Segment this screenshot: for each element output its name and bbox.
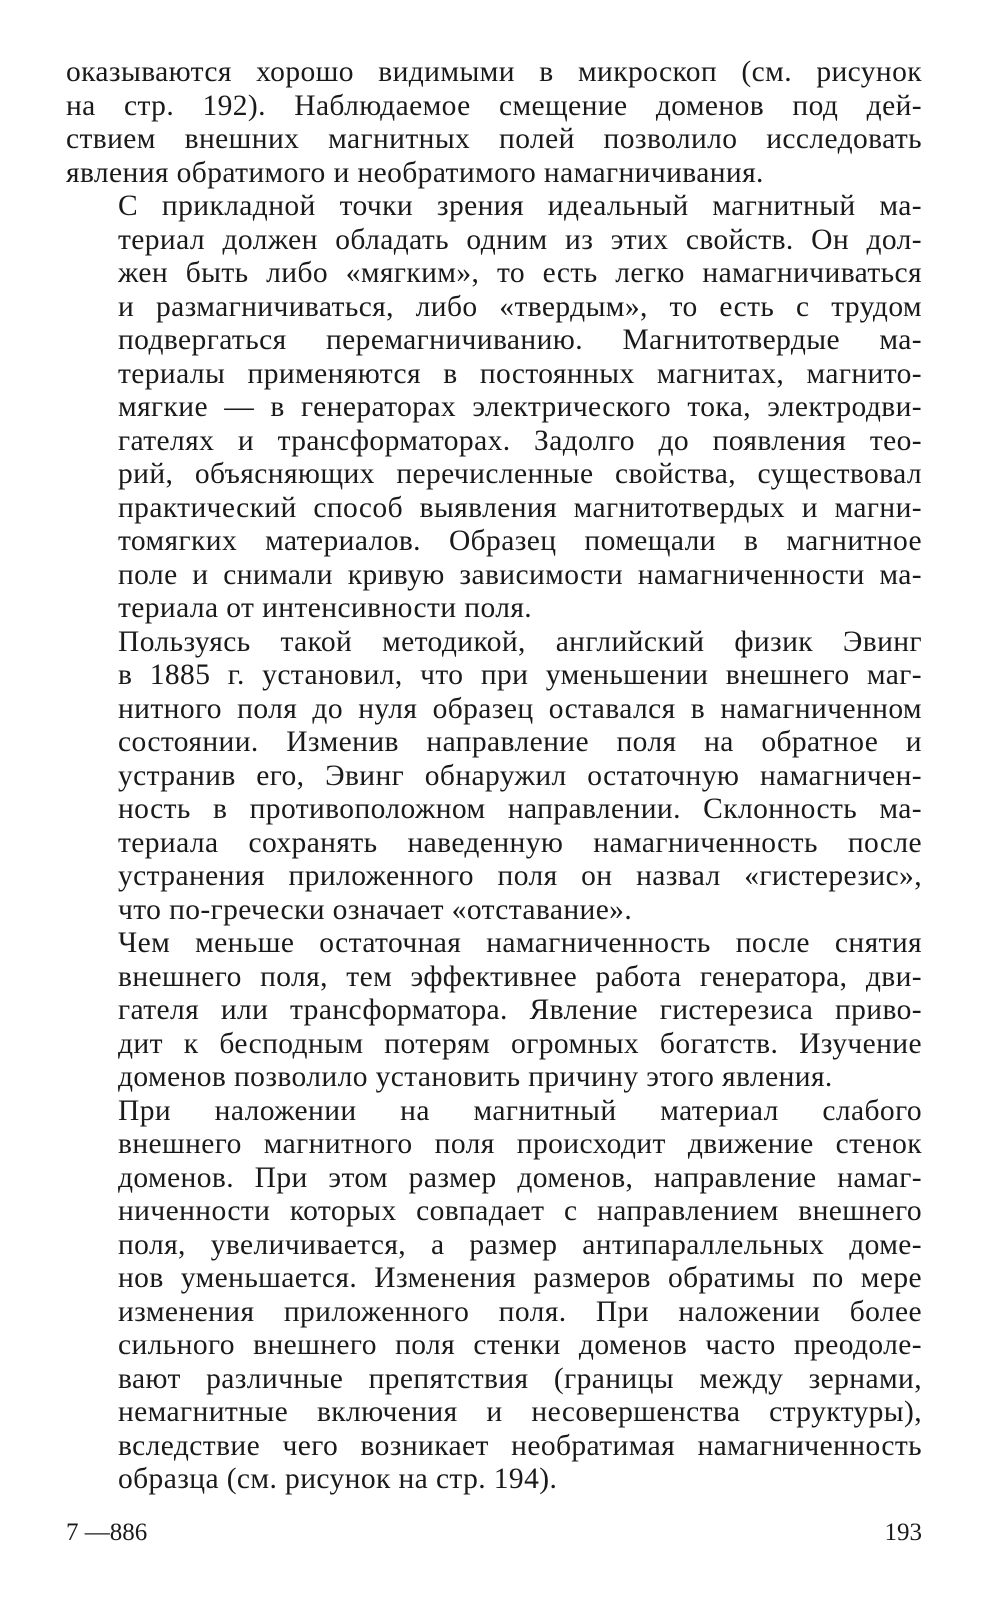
text-line: явления обратимого и необратимого намагничивания. <box>66 156 764 189</box>
text-line: териала от интенсивности поля. <box>118 592 533 624</box>
page-footer <box>66 1516 922 1550</box>
text-line: в 1885 г. установил, что при уменьшении внешнего маг- <box>118 659 922 691</box>
text-line: гателях и трансформаторах. Задолго до появления тео- <box>118 424 922 457</box>
text-line: доменов позволило установить причину этого явления. <box>118 1061 833 1093</box>
text-line: поле и снимали кривую зависимости намагниченности ма- <box>118 558 922 591</box>
text-line: подвергаться перемагничиванию. Магнитотвердые ма- <box>118 324 922 356</box>
text-line: изменения приложенного поля. При наложении более <box>118 1295 922 1328</box>
text-line: поля, увеличивается, а размер антипараллельных доме- <box>118 1228 922 1261</box>
paragraph-5 <box>66 1095 922 1497</box>
text-line: ствием внешних магнитных полей позволило исследовать <box>66 123 922 155</box>
text-line: устранив его, Эвинг обнаружил остаточную намагничен- <box>118 759 922 792</box>
text-line: доменов. При этом размер доменов, направление намаг- <box>118 1161 922 1194</box>
text-line: дит к бесподным потерям огромных богатств. Изучение <box>118 1027 922 1060</box>
text-line: нов уменьшается. Изменения размеров обратимы по мере <box>118 1262 922 1294</box>
text-line: При наложении на магнитный материал слабого <box>118 1094 922 1127</box>
text-line: и размагничиваться, либо «твердым», то есть с трудом <box>118 290 922 323</box>
text-line: внешнего магнитного поля происходит движение стенок <box>118 1128 922 1160</box>
text-line: вают различные препятствия (границы между зернами, <box>118 1362 922 1395</box>
text-line: вследствие чего возникает необратимая намагниченность <box>118 1429 922 1462</box>
text-line: териал должен обладать одним из этих свойств. Он дол- <box>118 223 922 256</box>
text-line: Чем меньше остаточная намагниченность после снятия <box>118 927 922 959</box>
text-line: териалы применяются в постоянных магнитах, магнито- <box>118 357 922 390</box>
text-line: немагнитные включения и несовершенства структуры), <box>118 1396 922 1428</box>
text-line: ность в противоположном направлении. Склонность ма- <box>118 793 922 825</box>
text-line: териала сохранять наведенную намагниченность после <box>118 826 922 859</box>
paragraph-3 <box>66 626 922 928</box>
text-line: С прикладной точки зрения идеальный магнитный ма- <box>118 190 922 222</box>
page-number: 193 <box>884 1519 922 1546</box>
text-line: томягких материалов. Образец помещали в магнитное <box>118 525 922 557</box>
page-body <box>66 56 922 1497</box>
text-line: образца (см. рисунок на стр. 194). <box>118 1463 558 1495</box>
text-line: оказываются хорошо видимыми в микроскоп (см. рисунок <box>66 56 922 88</box>
text-line: нитного поля до нуля образец оставался в намагниченном <box>118 692 922 725</box>
text-line: практический способ выявления магнитотвердых и магни- <box>118 491 922 524</box>
paragraph-4 <box>66 927 922 1095</box>
text-line: гателя или трансформатора. Явление гистерезиса приво- <box>118 994 922 1026</box>
text-line: мягкие — в генераторах электрического тока, электродви- <box>118 391 922 423</box>
text-line: рий, объясняющих перечисленные свойства, существовал <box>118 458 922 490</box>
text-line: что по-гречески означает «отставание». <box>118 893 633 926</box>
paragraph-2 <box>66 190 922 626</box>
printer-signature: 7 —886 <box>66 1519 148 1546</box>
text-line: состоянии. Изменив направление поля на обратное и <box>118 726 922 758</box>
text-line: внешнего поля, тем эффективнее работа генератора, дви- <box>118 960 922 993</box>
paragraph-1 <box>66 56 922 190</box>
text-line: на стр. 192). Наблюдаемое смещение доменов под дей- <box>66 89 922 122</box>
text-line: ниченности которых совпадает с направлением внешнего <box>118 1195 922 1227</box>
text-line: устранения приложенного поля он назвал «гистерезис», <box>118 860 922 892</box>
text-line: Пользуясь такой методикой, английский физик Эвинг <box>118 625 922 658</box>
text-line: жен быть либо «мягким», то есть легко намагничиваться <box>118 257 922 289</box>
text-line: сильного внешнего поля стенки доменов часто преодоле- <box>118 1329 922 1361</box>
